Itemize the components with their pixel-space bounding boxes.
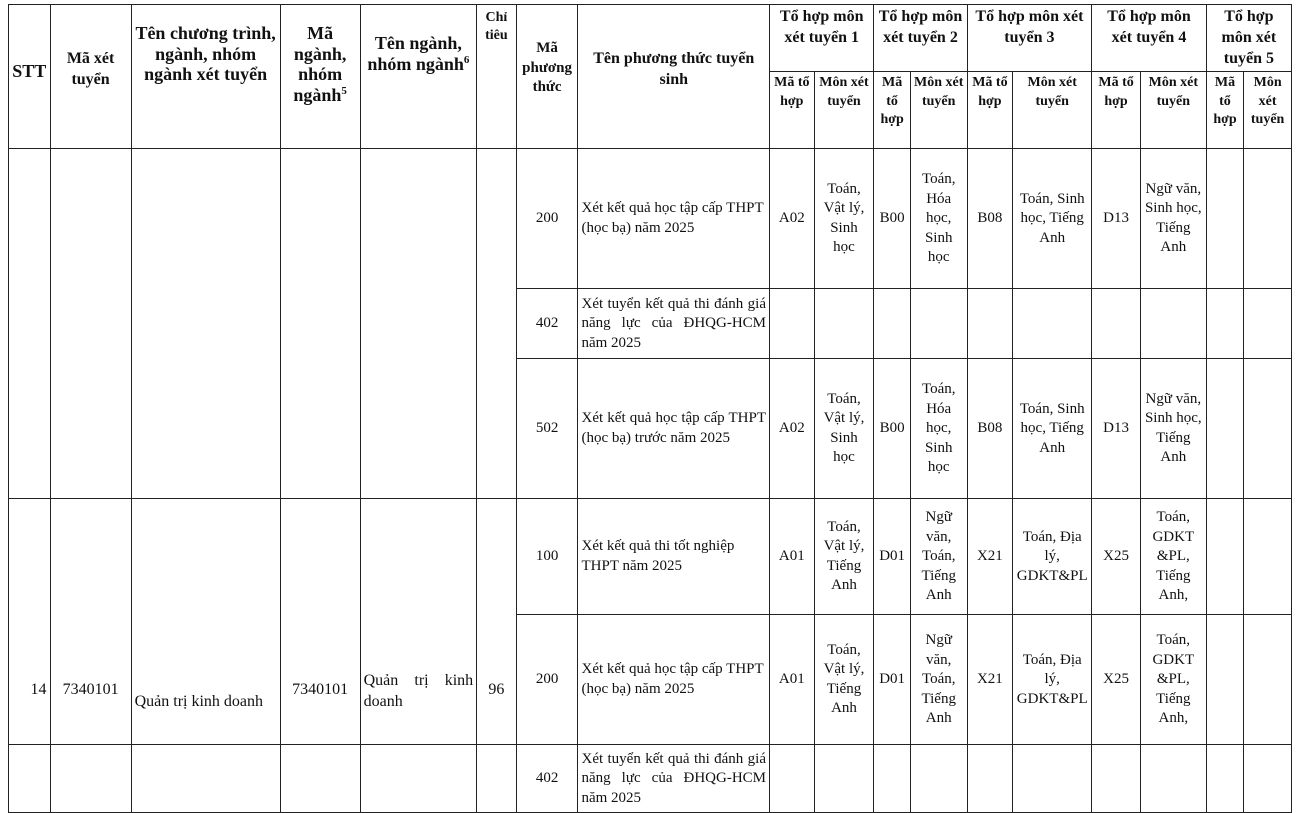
header-ma-phuong-thuc: Mã phương thức — [516, 5, 578, 149]
ma-nganh-cell-empty — [280, 149, 360, 499]
combo-subjects: Toán, Địa lý, GDKT&PL — [1013, 615, 1092, 745]
ten-nganh-cell-empty — [360, 745, 477, 813]
header-ma-nganh — [280, 5, 360, 149]
combo-code: D01 — [874, 499, 910, 615]
stt-cell-empty — [9, 745, 51, 813]
combo-subjects — [910, 289, 967, 359]
combo-subjects: Toán, Vật lý, Sinh học — [814, 359, 874, 499]
table-row — [9, 745, 1292, 813]
header-mon-xet-tuyen-4: Môn xét tuyển — [1140, 72, 1206, 149]
header-mon-xet-tuyen-3: Môn xét tuyển — [1013, 72, 1092, 149]
header-mon-xet-tuyen-2: Môn xét tuyển — [910, 72, 967, 149]
header-mon-xet-tuyen-5: Môn xét tuyển — [1244, 72, 1292, 149]
table-row — [9, 499, 1292, 615]
combo-subjects — [1244, 289, 1292, 359]
header-to-hop-4: Tổ hợp môn xét tuyển 4 — [1092, 5, 1207, 72]
combo-code — [874, 289, 910, 359]
combo-subjects: Toán, GDKT &PL, Tiếng Anh, — [1140, 615, 1206, 745]
combo-subjects: Toán, Hóa học, Sinh học — [910, 359, 967, 499]
header-ma-to-hop-1: Mã tổ hợp — [770, 72, 815, 149]
ma-nganh-cell: 7340101 — [280, 499, 360, 745]
combo-code — [770, 745, 815, 813]
header-ma-nganh-footnote: 5 — [341, 85, 347, 98]
ten-nganh-cell-empty — [360, 149, 477, 499]
combo-subjects — [1140, 745, 1206, 813]
ma-xet-tuyen-cell-empty — [50, 149, 131, 499]
combo-subjects — [1140, 289, 1206, 359]
combo-code: A01 — [770, 615, 815, 745]
combo-code: A02 — [770, 149, 815, 289]
combo-code — [1206, 745, 1243, 813]
method-code: 100 — [516, 499, 578, 615]
method-name: Xét kết quả thi tốt nghiệp THPT năm 2025 — [578, 499, 770, 615]
header-ma-to-hop-4: Mã tổ hợp — [1092, 72, 1141, 149]
combo-code: X25 — [1092, 499, 1141, 615]
chi-tieu-cell: 96 — [477, 499, 517, 745]
combo-subjects: Ngữ văn, Toán, Tiếng Anh — [910, 499, 967, 615]
ten-chuong-trinh-cell-empty — [131, 149, 280, 499]
combo-subjects: Toán, Sinh học, Tiếng Anh — [1013, 149, 1092, 289]
combo-code — [1092, 289, 1141, 359]
header-mon-xet-tuyen-1: Môn xét tuyển — [814, 72, 874, 149]
admission-table — [8, 4, 1292, 813]
combo-subjects — [1244, 745, 1292, 813]
combo-subjects: Toán, Hóa học, Sinh học — [910, 149, 967, 289]
combo-subjects — [1244, 149, 1292, 289]
combo-code — [1206, 149, 1243, 289]
combo-code: X21 — [967, 499, 1013, 615]
combo-subjects: Toán, Sinh học, Tiếng Anh — [1013, 359, 1092, 499]
combo-subjects — [1013, 745, 1092, 813]
combo-subjects: Toán, Vật lý, Tiếng Anh — [814, 499, 874, 615]
method-name: Xét tuyển kết quả thi đánh giá năng lực của ĐHQG-HCM năm 2025 — [578, 745, 770, 813]
method-code: 502 — [516, 359, 578, 499]
header-ten-phuong-thuc: Tên phương thức tuyển sinh — [578, 5, 770, 149]
header-to-hop-5: Tổ hợp môn xét tuyển 5 — [1206, 5, 1291, 72]
combo-code — [1206, 289, 1243, 359]
table-header — [9, 5, 1292, 149]
combo-code — [1206, 615, 1243, 745]
combo-subjects: Toán, Địa lý, GDKT&PL — [1013, 499, 1092, 615]
header-ten-nganh — [360, 5, 477, 149]
header-ten-nganh-footnote: 6 — [463, 53, 470, 66]
combo-code: D13 — [1092, 359, 1141, 499]
method-code: 200 — [516, 149, 578, 289]
header-ma-to-hop-5: Mã tổ hợp — [1206, 72, 1243, 149]
header-chi-tieu: Chỉ tiêu — [477, 5, 517, 149]
header-to-hop-3: Tổ hợp môn xét tuyển 3 — [967, 5, 1092, 72]
header-ma-xet-tuyen: Mã xét tuyển — [50, 5, 131, 149]
method-name: Xét kết quả học tập cấp THPT (học bạ) năm 2025 — [578, 149, 770, 289]
method-code: 402 — [516, 745, 578, 813]
combo-code: D13 — [1092, 149, 1141, 289]
header-to-hop-2: Tổ hợp môn xét tuyển 2 — [874, 5, 967, 72]
ten-nganh-cell: Quản trị kinh doanh — [360, 499, 477, 745]
header-stt: STT — [9, 5, 51, 149]
ten-chuong-trinh-cell-empty — [131, 745, 280, 813]
combo-code: B08 — [967, 359, 1013, 499]
combo-code — [874, 745, 910, 813]
stt-cell: 14 — [9, 499, 51, 745]
combo-code — [967, 745, 1013, 813]
header-ma-to-hop-2: Mã tổ hợp — [874, 72, 910, 149]
header-to-hop-1: Tổ hợp môn xét tuyển 1 — [770, 5, 874, 72]
ma-xet-tuyen-cell: 7340101 — [50, 499, 131, 745]
combo-subjects — [1244, 615, 1292, 745]
combo-code — [1092, 745, 1141, 813]
combo-subjects — [910, 745, 967, 813]
table-body — [9, 149, 1292, 813]
method-code: 200 — [516, 615, 578, 745]
method-code: 402 — [516, 289, 578, 359]
chi-tieu-cell-empty — [477, 149, 517, 499]
method-name: Xét kết quả học tập cấp THPT (học bạ) năm 2025 — [578, 615, 770, 745]
combo-code: D01 — [874, 615, 910, 745]
combo-subjects: Ngữ văn, Toán, Tiếng Anh — [910, 615, 967, 745]
combo-subjects — [1244, 499, 1292, 615]
combo-code: B08 — [967, 149, 1013, 289]
combo-code: A01 — [770, 499, 815, 615]
combo-subjects: Ngữ văn, Sinh học, Tiếng Anh — [1140, 149, 1206, 289]
method-name: Xét tuyển kết quả thi đánh giá năng lực của ĐHQG-HCM năm 2025 — [578, 289, 770, 359]
combo-code: B00 — [874, 149, 910, 289]
combo-subjects — [814, 289, 874, 359]
ma-nganh-cell-empty — [280, 745, 360, 813]
method-name: Xét kết quả học tập cấp THPT (học bạ) trước năm 2025 — [578, 359, 770, 499]
ten-chuong-trinh-cell: Quản trị kinh doanh — [131, 499, 280, 745]
ma-xet-tuyen-cell-empty — [50, 745, 131, 813]
combo-code: B00 — [874, 359, 910, 499]
combo-subjects — [1244, 359, 1292, 499]
chi-tieu-cell-empty — [477, 745, 517, 813]
admission-table-container — [8, 4, 1292, 813]
combo-code — [770, 289, 815, 359]
combo-code — [1206, 359, 1243, 499]
combo-code: A02 — [770, 359, 815, 499]
combo-subjects — [1013, 289, 1092, 359]
combo-subjects: Toán, Vật lý, Tiếng Anh — [814, 615, 874, 745]
combo-code — [967, 289, 1013, 359]
combo-code: X25 — [1092, 615, 1141, 745]
stt-cell-empty — [9, 149, 51, 499]
header-ma-nganh-text: Mã ngành, nhóm ngành — [293, 23, 347, 106]
header-ten-chuong-trinh: Tên chương trình, ngành, nhóm ngành xét tuyển — [131, 5, 280, 149]
combo-subjects: Toán, Vật lý, Sinh học — [814, 149, 874, 289]
table-row — [9, 149, 1292, 289]
combo-subjects — [814, 745, 874, 813]
combo-code: X21 — [967, 615, 1013, 745]
combo-code — [1206, 499, 1243, 615]
combo-subjects: Ngữ văn, Sinh học, Tiếng Anh — [1140, 359, 1206, 499]
combo-subjects: Toán, GDKT &PL, Tiếng Anh, — [1140, 499, 1206, 615]
header-ten-nganh-text: Tên ngành, nhóm ngành — [367, 33, 464, 74]
header-ma-to-hop-3: Mã tổ hợp — [967, 72, 1013, 149]
